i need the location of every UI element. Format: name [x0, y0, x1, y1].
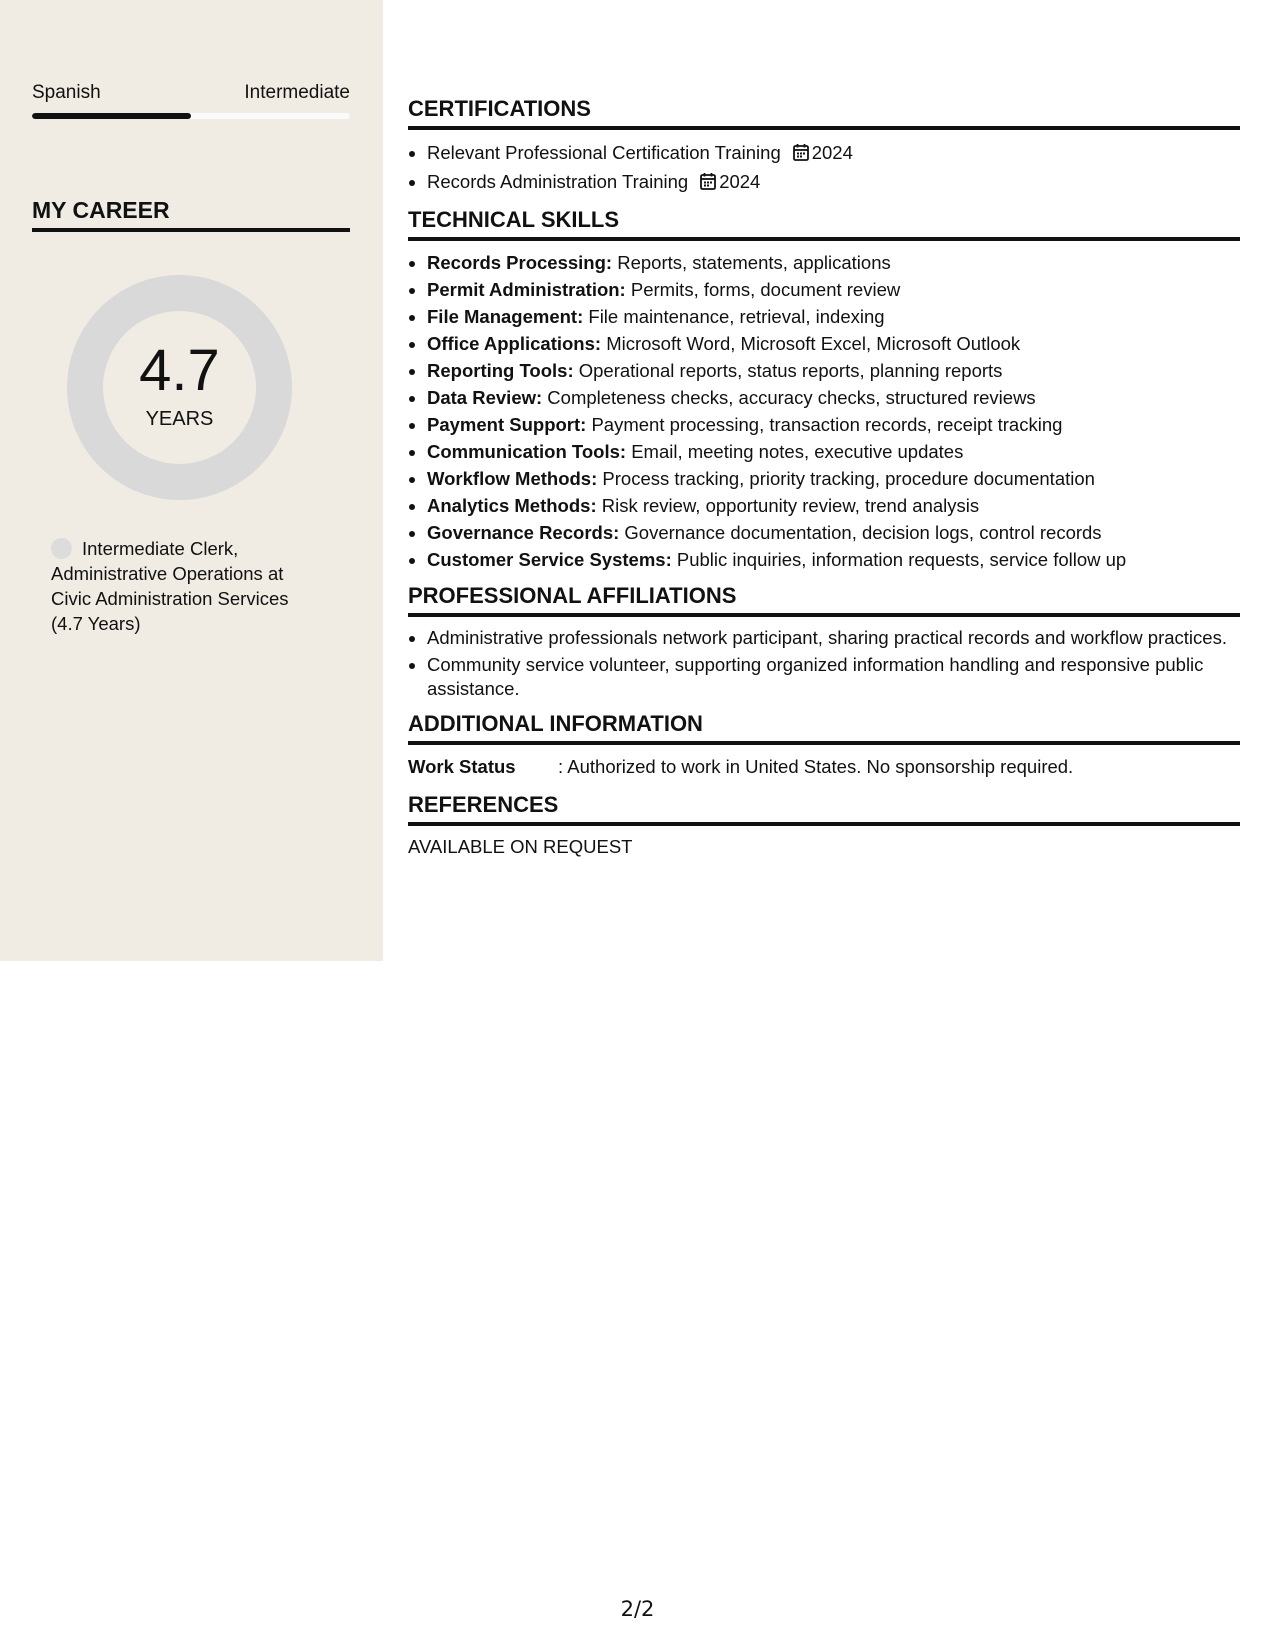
- list-item: [427, 249, 1240, 276]
- career-years-value: 4.7: [139, 338, 220, 403]
- calendar-icon: [700, 170, 716, 197]
- career-heading: MY CAREER: [32, 197, 350, 232]
- certification-year: 2024: [811, 142, 853, 163]
- list-item: [427, 519, 1240, 546]
- career-item: [51, 536, 316, 636]
- dot-icon: [51, 538, 72, 559]
- section-title-technical-skills: TECHNICAL SKILLS: [408, 207, 1240, 241]
- skill-label: Workflow Methods:: [427, 468, 598, 489]
- language-proficiency-fill: [32, 113, 191, 119]
- skill-text: Reports, statements, applications: [617, 252, 891, 273]
- skill-text: Operational reports, status reports, planning reports: [578, 360, 1003, 381]
- section-title-additional-info: ADDITIONAL INFORMATION: [408, 711, 1240, 745]
- skill-label: Analytics Methods:: [427, 495, 597, 516]
- list-item: [427, 438, 1240, 465]
- skill-text: Process tracking, priority tracking, procedure documentation: [602, 468, 1095, 489]
- career-years-unit: YEARS: [145, 408, 214, 430]
- page-number: 2/2: [620, 1597, 655, 1621]
- calendar-icon: [793, 141, 809, 168]
- skill-text: Completeness checks, accuracy checks, structured reviews: [547, 387, 1036, 408]
- work-status-label: Work Status: [408, 756, 516, 777]
- certification-year: 2024: [719, 171, 761, 192]
- skill-text: File maintenance, retrieval, indexing: [588, 306, 885, 327]
- section-title-references: REFERENCES: [408, 792, 1240, 826]
- list-item: [427, 168, 1240, 197]
- skill-label: Office Applications:: [427, 333, 602, 354]
- language-level: Intermediate: [244, 82, 350, 103]
- list-item: [427, 465, 1240, 492]
- list-item: [427, 384, 1240, 411]
- list-item: [427, 139, 1240, 168]
- skill-label: Data Review:: [427, 387, 543, 408]
- list-item: [427, 330, 1240, 357]
- skill-label: Permit Administration:: [427, 279, 626, 300]
- list-item: • Community service volunteer, supporting organized information handling and responsive public assistance.: [427, 653, 1240, 701]
- list-item: [427, 411, 1240, 438]
- skill-text: Risk review, opportunity review, trend analysis: [601, 495, 980, 516]
- skill-label: File Management:: [427, 306, 584, 327]
- technical-skills-list: [408, 249, 1240, 573]
- skill-label: Customer Service Systems:: [427, 549, 672, 570]
- skill-text: Public inquiries, information requests, service follow up: [676, 549, 1127, 570]
- list-item: [427, 357, 1240, 384]
- section-title-certifications: CERTIFICATIONS: [408, 96, 1240, 130]
- list-item: [427, 492, 1240, 519]
- language-proficiency-bar: [32, 113, 350, 119]
- career-years-ring: [67, 275, 292, 500]
- additional-info-section: [408, 711, 1240, 780]
- work-status-row: [408, 754, 1240, 780]
- work-status-value: : Authorized to work in United States. No sponsorship required.: [558, 756, 1074, 777]
- certification-name: Relevant Professional Certification Training: [427, 142, 781, 163]
- affiliations-section: [408, 583, 1240, 701]
- language-row: [32, 82, 350, 104]
- technical-skills-section: [408, 207, 1240, 573]
- skill-text: Payment processing, transaction records, receipt tracking: [591, 414, 1063, 435]
- skill-label: Payment Support:: [427, 414, 587, 435]
- skill-label: Reporting Tools:: [427, 360, 574, 381]
- references-text: AVAILABLE ON REQUEST: [408, 836, 633, 857]
- language-name: Spanish: [32, 82, 101, 103]
- skill-text: Governance documentation, decision logs, control records: [624, 522, 1102, 543]
- section-title-affiliations: PROFESSIONAL AFFILIATIONS: [408, 583, 1240, 617]
- career-item-text: Intermediate Clerk, Administrative Operations at Civic Administration Services (4.7 Years): [51, 538, 289, 634]
- skill-text: Microsoft Word, Microsoft Excel, Microsoft Outlook: [606, 333, 1021, 354]
- skill-label: Communication Tools:: [427, 441, 627, 462]
- skill-text: Email, meeting notes, executive updates: [631, 441, 964, 462]
- list-item: • Administrative professionals network participant, sharing practical records and workflow practices.: [427, 626, 1240, 650]
- main-content: [408, 96, 1240, 858]
- list-item: [427, 303, 1240, 330]
- affiliations-list: [408, 626, 1240, 701]
- references-section: [408, 792, 1240, 858]
- certifications-list: [408, 139, 1240, 197]
- certification-name: Records Administration Training: [427, 171, 689, 192]
- skill-label: Records Processing:: [427, 252, 613, 273]
- skill-label: Governance Records:: [427, 522, 620, 543]
- certifications-section: [408, 96, 1240, 197]
- sidebar: [0, 0, 383, 961]
- skill-text: Permits, forms, document review: [630, 279, 901, 300]
- list-item: [427, 276, 1240, 303]
- list-item: [427, 546, 1240, 573]
